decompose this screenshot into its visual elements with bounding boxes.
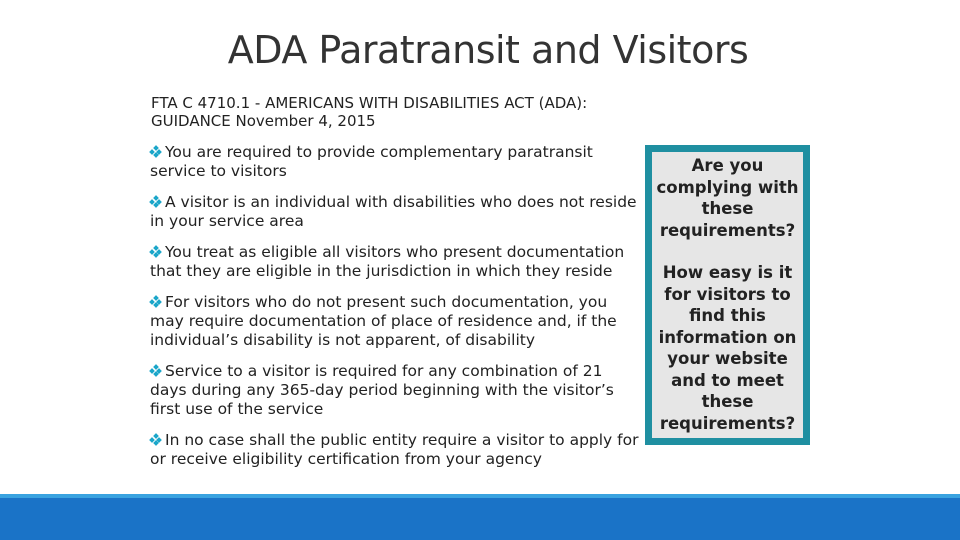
list-item [150,431,640,469]
diamond-bullet-icon [150,296,161,307]
citation-line-1: FTA C 4710.1 - AMERICANS WITH DISABILITIES ACT (ADA): [151,94,588,112]
slide-title: ADA Paratransit and Visitors [227,28,749,72]
list-item [150,293,640,350]
callout-question-compliance: Are you complying with these requirements? [656,156,799,240]
bullet-text: A visitor is an individual with disabilities who does not reside in your service area [150,193,637,230]
bullet-text: You are required to provide complementary paratransit service to visitors [150,143,593,180]
bullet-text: In no case shall the public entity require a visitor to apply for or receive eligibility certification from your agency [150,431,639,468]
list-item [150,193,640,231]
guidance-citation [151,94,631,130]
callout-panel [652,152,803,438]
bullet-text: You treat as eligible all visitors who present documentation that they are eligible in the jurisdiction in which they reside [150,243,625,280]
callout-box [645,145,810,445]
list-item [150,243,640,281]
bullet-text: Service to a visitor is required for any combination of 21 days during any 365-day period beginning with the visitor’s first use of the service [150,362,614,418]
bullet-text: For visitors who do not present such documentation, you may require documentation of place of residence and, if the individual’s disability is not apparent, of disability [150,293,617,349]
citation-line-2: GUIDANCE November 4, 2015 [151,112,376,130]
diamond-bullet-icon [150,434,161,445]
diamond-bullet-icon [150,196,161,207]
diamond-bullet-icon [150,246,161,257]
callout-question-website: How easy is it for visitors to find this information on your website and to meet these requirements? [658,263,797,433]
diamond-bullet-icon [150,146,161,157]
list-item [150,362,640,419]
diamond-bullet-icon [150,365,161,376]
footer-bar [0,498,960,540]
requirements-list [150,143,640,481]
list-item [150,143,640,181]
